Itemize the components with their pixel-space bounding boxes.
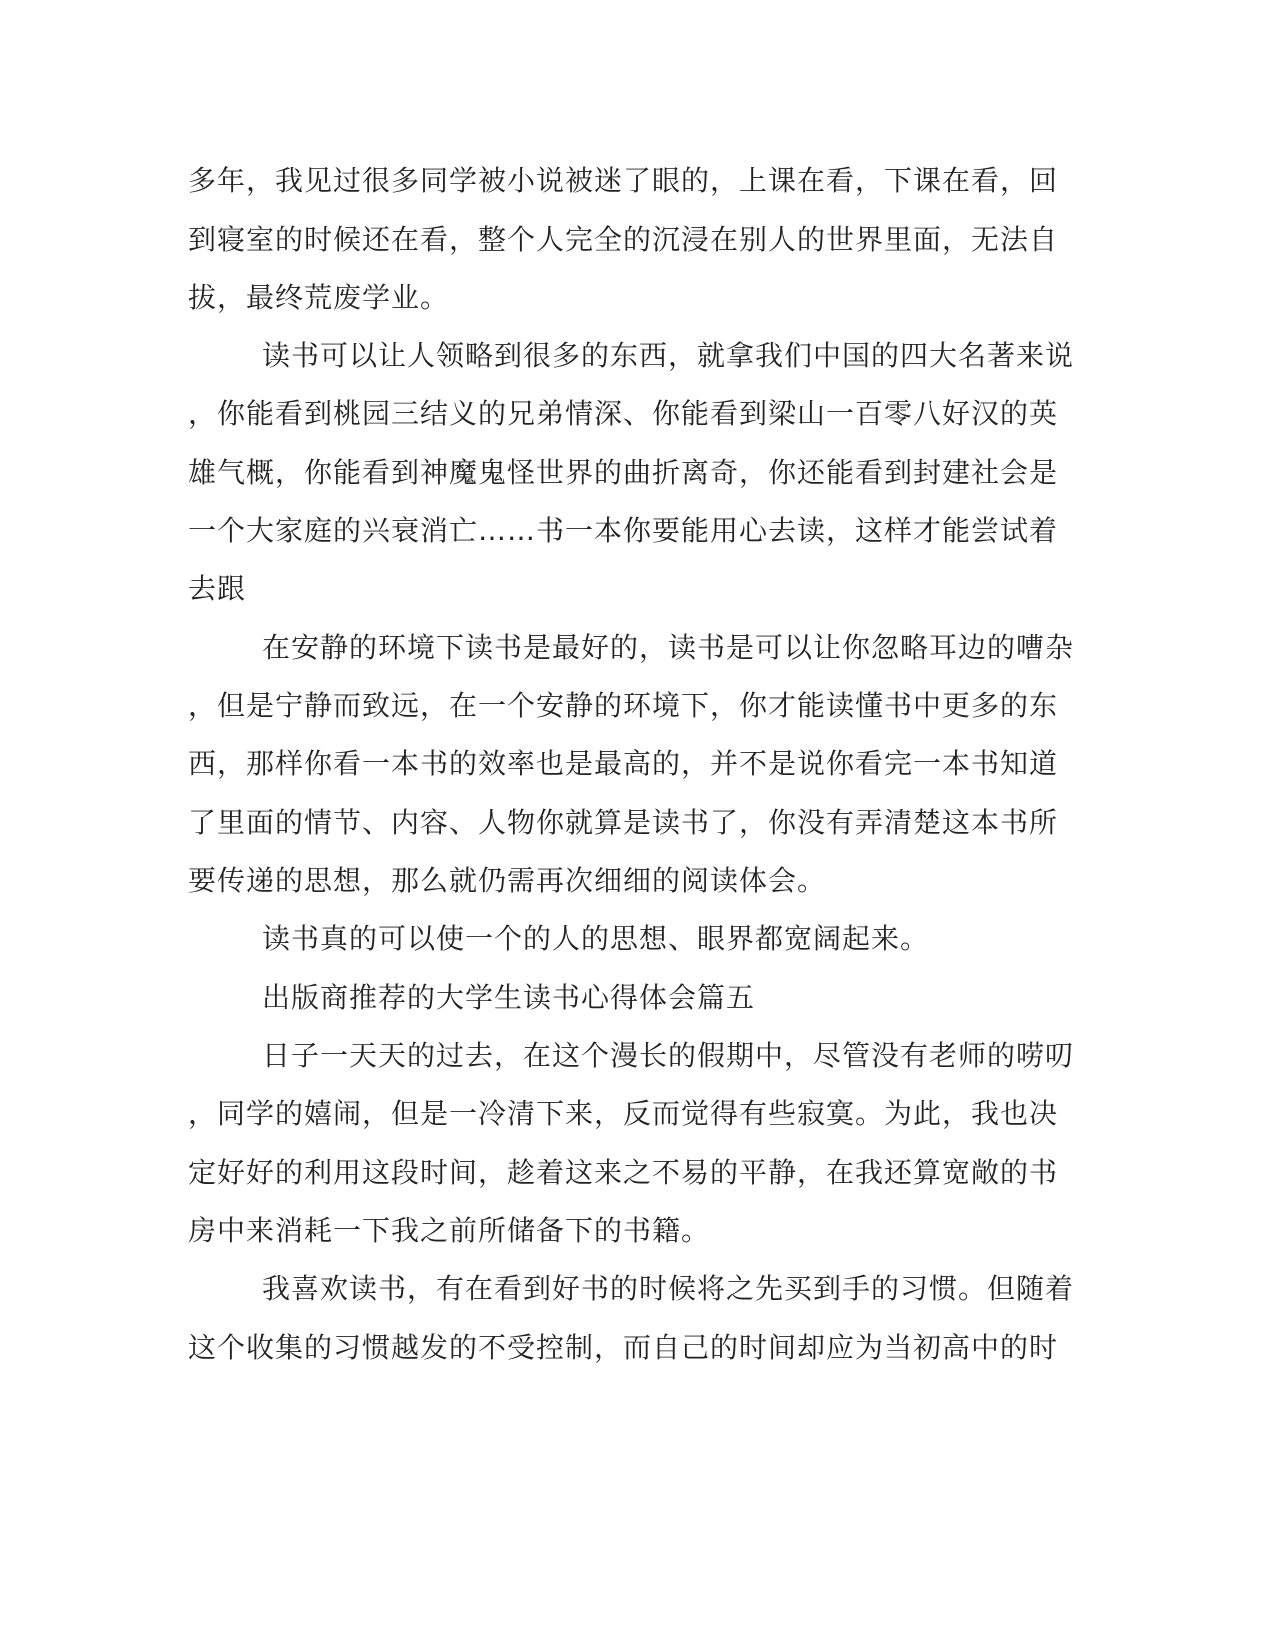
text-line: 一个大家庭的兴衰消亡……书一本你要能用心去读，这样才能尝试着 xyxy=(188,514,1059,547)
text-line: 我喜欢读书，有在看到好书的时候将之先买到手的习惯。但随着 xyxy=(262,1272,1075,1305)
text-line: ，你能看到桃园三结义的兄弟情深、你能看到梁山一百零八好汉的英 xyxy=(188,397,1059,430)
text-line: 读书真的可以使一个的人的思想、眼界都宽阔起来。 xyxy=(262,922,930,955)
text-line: ，同学的嬉闹，但是一冷清下来，反而觉得有些寂寞。为此，我也决 xyxy=(188,1097,1059,1130)
text-line: 读书可以让人领略到很多的东西，就拿我们中国的四大名著来说 xyxy=(262,339,1075,372)
text-line: 多年，我见过很多同学被小说被迷了眼的，上课在看，下课在看，回 xyxy=(188,164,1059,197)
text-line: 要传递的思想，那么就仍需再次细细的阅读体会。 xyxy=(188,864,827,897)
text-line: 拔，最终荒废学业。 xyxy=(188,281,450,314)
text-line: 在安静的环境下读书是最好的，读书是可以让你忽略耳边的嘈杂 xyxy=(262,631,1075,664)
text-line: 这个收集的习惯越发的不受控制，而自己的时间却应为当初高中的时 xyxy=(188,1331,1059,1364)
section-heading: 出版商推荐的大学生读书心得体会篇五 xyxy=(262,981,756,1014)
text-line: 西，那样你看一本书的效率也是最高的，并不是说你看完一本书知道 xyxy=(188,747,1059,780)
text-line: ，但是宁静而致远，在一个安静的环境下，你才能读懂书中更多的东 xyxy=(188,689,1059,722)
text-line: 日子一天天的过去，在这个漫长的假期中，尽管没有老师的唠叨 xyxy=(262,1039,1075,1072)
text-line: 房中来消耗一下我之前所储备下的书籍。 xyxy=(188,1214,711,1247)
text-line: 去跟 xyxy=(188,572,247,605)
text-line: 了里面的情节、内容、人物你就算是读书了，你没有弄清楚这本书所 xyxy=(188,806,1059,839)
text-line: 到寝室的时候还在看，整个人完全的沉浸在别人的世界里面，无法自 xyxy=(188,223,1059,256)
text-line: 雄气概，你能看到神魔鬼怪世界的曲折离奇，你还能看到封建社会是 xyxy=(188,456,1059,489)
text-line: 定好好的利用这段时间，趁着这来之不易的平静，在我还算宽敞的书 xyxy=(188,1156,1059,1189)
